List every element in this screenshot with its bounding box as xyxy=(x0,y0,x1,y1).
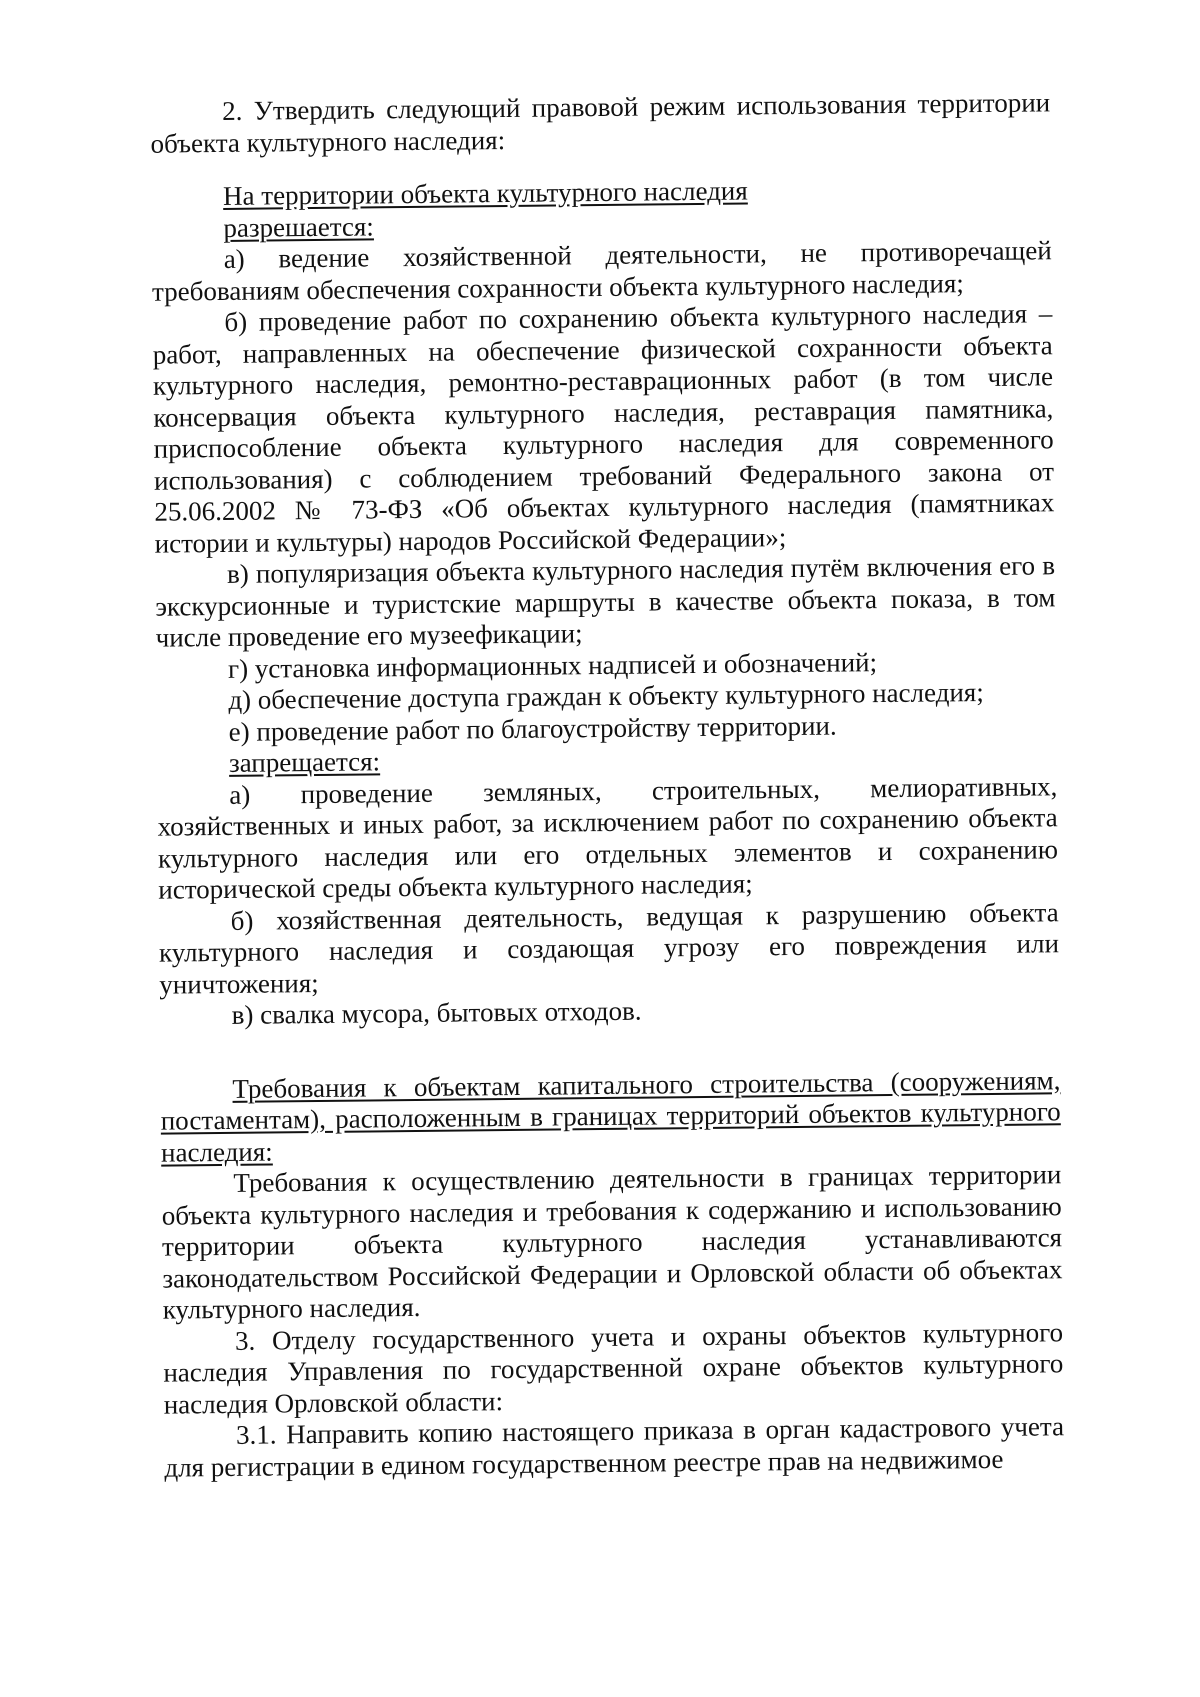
allowed-item-a: а) ведение хозяйственной деятельности, не противоречащей требованиям обеспечения сохранности объекта культурного наследия; xyxy=(151,235,1052,307)
allowed-item-d: д) обеспечение доступа граждан к объекту культурного наследия; xyxy=(228,677,984,715)
forbidden-heading-text: запрещается: xyxy=(228,746,381,778)
allowed-item-g: г) установка информационных надписей и обозначений; xyxy=(227,646,878,684)
allowed-item-v: в) популяризация объекта культурного наследия путём включения его в экскурсионные и туристские маршруты в качестве объекта показа, в том числе проведение его музеефикации; xyxy=(155,550,1056,653)
allowed-item-e: е) проведение работ по благоустройству территории. xyxy=(228,710,837,747)
requirements-paragraph: Требования к осуществлению деятельности в границах территории объекта культурного наследия и требования к содержанию и использованию территории объекта культурного наследия устанавливаются законодательством Российской Федерации и Орловской области об объектах культурного наследия. xyxy=(161,1159,1063,1325)
requirements-heading xyxy=(160,1065,1061,1169)
forbidden-item-b: б) хозяйственная деятельность, ведущая к разрушению объекта культурного наследия и создающая угрозу его повреждения или уничтожения; xyxy=(158,896,1060,1000)
forbidden-item-a: а) проведение земляных, строительных, мелиоративных, хозяйственных и иных работ, за исключением работ по сохранению объекта культурного наследия или его отдельных элементов и сохранению исторической среды объекта культурного наследия; xyxy=(157,770,1059,905)
forbidden-item-v: в) свалка мусора, бытовых отходов. xyxy=(231,995,642,1030)
allowed-item-b: б) проведение работ по сохранению объекта культурного наследия – работ, направленных на обеспечение физической сохранности объекта культурного наследия, ремонтно-реставрационных работ (в том числе консервация объекта культурного наследия, реставрация памятника, приспособление объекта культурного наследия для современного использования) с соблюдением требований Федерального закона от 25.06.2002 № 73-ФЗ «Об объектах культурного наследия (памятниках истории и культуры) народов Российской Федерации»; xyxy=(152,298,1055,559)
requirements-heading-text: Требования к объектам капитального строительства (сооружениям, постаментам), расположенным в границах территорий объектов культурного наследия: xyxy=(160,1064,1061,1168)
document-text xyxy=(150,87,1064,1483)
item-3-paragraph: 3. Отделу государственного учета и охраны объектов культурного наследия Управления по государственной охране объектов культурного наследия Орловской области: xyxy=(163,1316,1064,1420)
item-3-1-paragraph: 3.1. Направить копию настоящего приказа в орган кадастрового учета для регистрации в едином государственном реестре прав на недвижимое xyxy=(164,1411,1065,1483)
allowed-heading-text: разрешается: xyxy=(223,210,374,243)
item-2-paragraph: 2. Утвердить следующий правовой режим использования территории объекта культурного наследия: xyxy=(150,87,1051,159)
territory-heading-text: На территории объекта культурного наследия xyxy=(222,175,748,211)
